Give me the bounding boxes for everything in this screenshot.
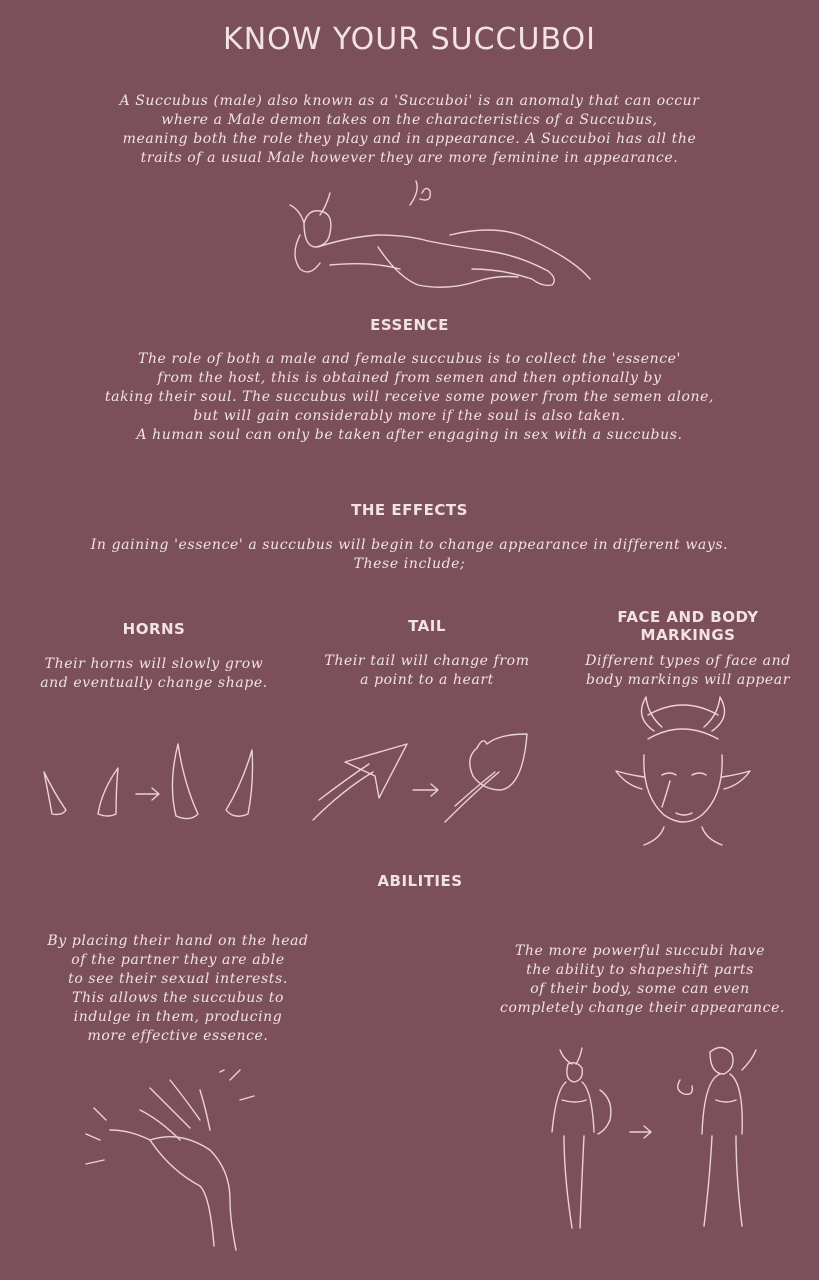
- face-markings-sketch: [608, 695, 758, 850]
- markings-text: Different types of face and body markings will appear: [585, 653, 791, 688]
- intro-text: A Succubus (male) also known as a 'Succuboi' is an anomaly that can occur where a Male demon takes on the characteristics of a Succubus, meaning both the role they play and in appearance. A Succuboi has all the traits of a usual Male however they are more feminine in appearance.: [119, 93, 700, 166]
- abilities-right-text: The more powerful succubi have the ability to shapeshift parts of their body, some can even completely change their appearance.: [500, 943, 786, 1016]
- markings-heading: FACE AND BODY MARKINGS: [617, 608, 759, 644]
- shapeshift-figures-sketch: [540, 1040, 780, 1240]
- horn-growth-icon: [38, 740, 268, 830]
- abilities-left-text: By placing their hand on the head of the partner they are able to see their sexual interests. This allows the succubus to indulge in them, producing more effective essence.: [47, 933, 309, 1044]
- tail-text: Their tail will change from a point to a heart: [324, 653, 530, 688]
- essence-text: The role of both a male and female succubus is to collect the 'essence' from the host, this is obtained from semen and then optionally by taking their soul. The succubus will receive some power from the semen alone, but will gain considerably more if the soul is also taken. A human soul can only be taken after engaging in sex with a succubus.: [104, 351, 715, 443]
- effects-text: In gaining 'essence' a succubus will begin to change appearance in different ways. These include;: [90, 537, 729, 572]
- horns-text: Their horns will slowly grow and eventually change shape.: [40, 656, 268, 691]
- hand-sketch: [80, 1070, 280, 1250]
- page-title: KNOW YOUR SUCCUBOI: [223, 22, 596, 57]
- horns-heading: HORNS: [122, 620, 186, 638]
- abilities-heading: ABILITIES: [377, 872, 463, 890]
- effects-heading: THE EFFECTS: [351, 501, 468, 519]
- tail-heading: TAIL: [408, 617, 446, 635]
- essence-heading: ESSENCE: [370, 316, 449, 334]
- tail-change-icon: [305, 728, 545, 828]
- reclining-figure-sketch: [270, 185, 610, 305]
